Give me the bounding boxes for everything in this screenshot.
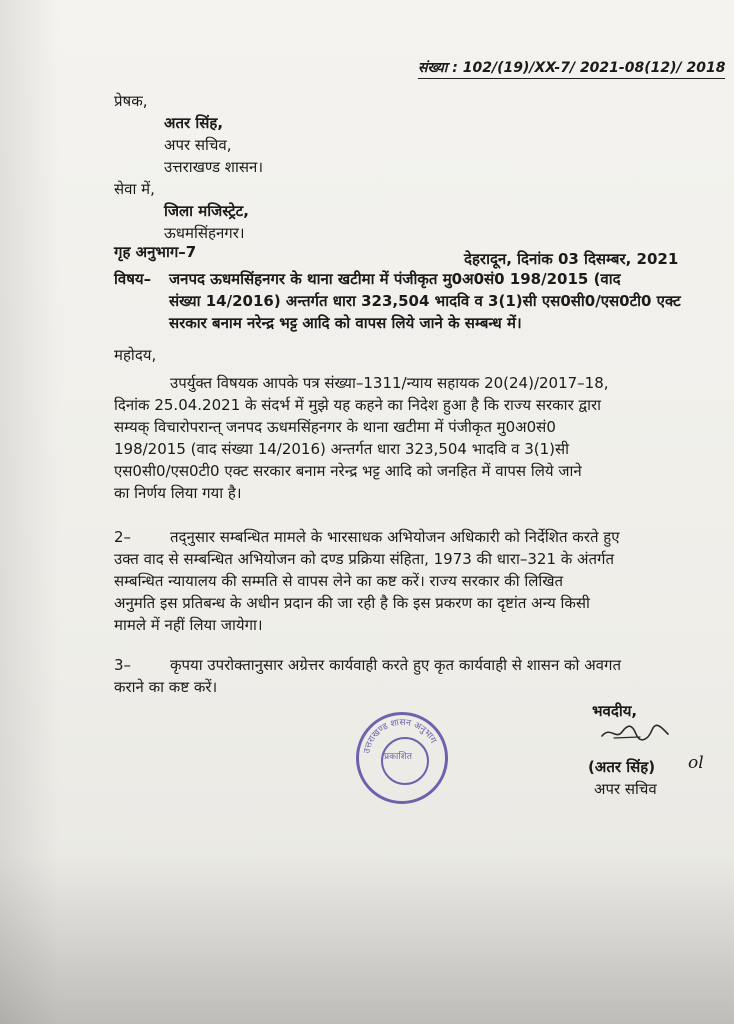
official-stamp — [356, 712, 448, 804]
sender-designation: अपर सचिव, — [164, 136, 232, 154]
signatory-name: (अतर सिंह) — [588, 758, 656, 776]
salutation: महोदय, — [114, 346, 157, 364]
sender-name: अतर सिंह, — [164, 114, 224, 132]
recipient-name: जिला मजिस्ट्रेट, — [164, 202, 249, 220]
subject-line: संख्या 14/2016) अन्तर्गत धारा 323,504 भादवि व 3(1)सी एस0सी0/एस0टी0 एक्ट — [169, 292, 681, 310]
paragraph-1 — [114, 372, 700, 504]
subject-text — [169, 268, 700, 334]
paragraph-3 — [114, 654, 700, 698]
place-date: देहरादून, दिनांक 03 दिसम्बर, 2021 — [464, 250, 679, 268]
signatory-designation: अपर सचिव — [594, 780, 657, 798]
paragraph-line: सम्बन्धित न्यायालय की सम्मति से वापस लेने का कष्ट करें। राज्य सरकार की लिखित — [114, 572, 564, 590]
paragraph-line: मामले में नहीं लिया जायेगा। — [114, 616, 263, 634]
stamp-inner-text: प्रकाशित — [384, 752, 412, 762]
paragraph-2 — [114, 526, 700, 636]
paragraph-line: कराने का कष्ट करें। — [114, 678, 218, 696]
paragraph-2-number: 2– — [114, 528, 132, 546]
section-name: गृह अनुभाग–7 — [114, 243, 197, 261]
paragraph-line: दिनांक 25.04.2021 के संदर्भ में मुझे यह कहने का निदेश हुआ है कि राज्य सरकार द्वारा — [114, 396, 602, 414]
handwritten-note: ol — [688, 753, 704, 773]
paragraph-line: तद्नुसार सम्बन्धित मामले के भारसाधक अभियोजन अधिकारी को निर्देशित करते हुए — [170, 528, 620, 546]
recipient-place: ऊधमसिंहनगर। — [164, 224, 245, 242]
paragraph-line: का निर्णय लिया गया है। — [114, 484, 242, 502]
stamp-outer-text: उत्तराखण्ड शासन अनुभाग — [362, 717, 438, 755]
valediction: भवदीय, — [592, 702, 638, 720]
paragraph-line: अनुमति इस प्रतिबन्ध के अधीन प्रदान की जा रही है कि इस प्रकरण का दृष्टांत अन्य किसी — [114, 594, 590, 612]
sender-office: उत्तराखण्ड शासन। — [164, 158, 264, 176]
paragraph-line: कृपया उपरोक्तानुसार अग्रेत्तर कार्यवाही करते हुए कृत कार्यवाही से शासन को अवगत — [170, 656, 622, 674]
sender-label: प्रेषक, — [114, 92, 148, 110]
page-shadow-left — [0, 0, 60, 1024]
paragraph-line: 198/2015 (वाद संख्या 14/2016) अन्तर्गत धारा 323,504 भादवि व 3(1)सी — [114, 440, 570, 458]
paragraph-line: एस0सी0/एस0टी0 एक्ट सरकार बनाम नरेन्द्र भट्ट आदि को जनहित में वापस लिये जाने — [114, 462, 582, 480]
paragraph-line: उक्त वाद से सम्बन्धित अभियोजन को दण्ड प्रक्रिया संहिता, 1973 की धारा–321 के अंतर्गत — [114, 550, 615, 568]
paragraph-line: सम्यक् विचारोपरान्त् जनपद ऊधमसिंहनगर के थाना खटीमा में पंजीकृत मु0अ0सं0 — [114, 418, 556, 436]
reference-number: संख्या : 102/(19)/XX-7/ 2021-08(12)/ 2018 — [418, 59, 725, 79]
subject-label: विषय– — [114, 270, 152, 288]
signature-icon — [600, 720, 670, 744]
subject-line: सरकार बनाम नरेन्द्र भट्ट आदि को वापस लिये जाने के सम्बन्ध में। — [169, 314, 522, 332]
paragraph-line: उपर्युक्त विषयक आपके पत्र संख्या–1311/न्याय सहायक 20(24)/2017–18, — [170, 374, 609, 392]
paragraph-3-number: 3– — [114, 656, 132, 674]
page-shadow-bottom — [0, 854, 734, 1024]
recipient-label: सेवा में, — [114, 180, 155, 198]
subject-line: जनपद ऊधमसिंहनगर के थाना खटीमा में पंजीकृत मु0अ0सं0 198/2015 (वाद — [169, 270, 621, 288]
